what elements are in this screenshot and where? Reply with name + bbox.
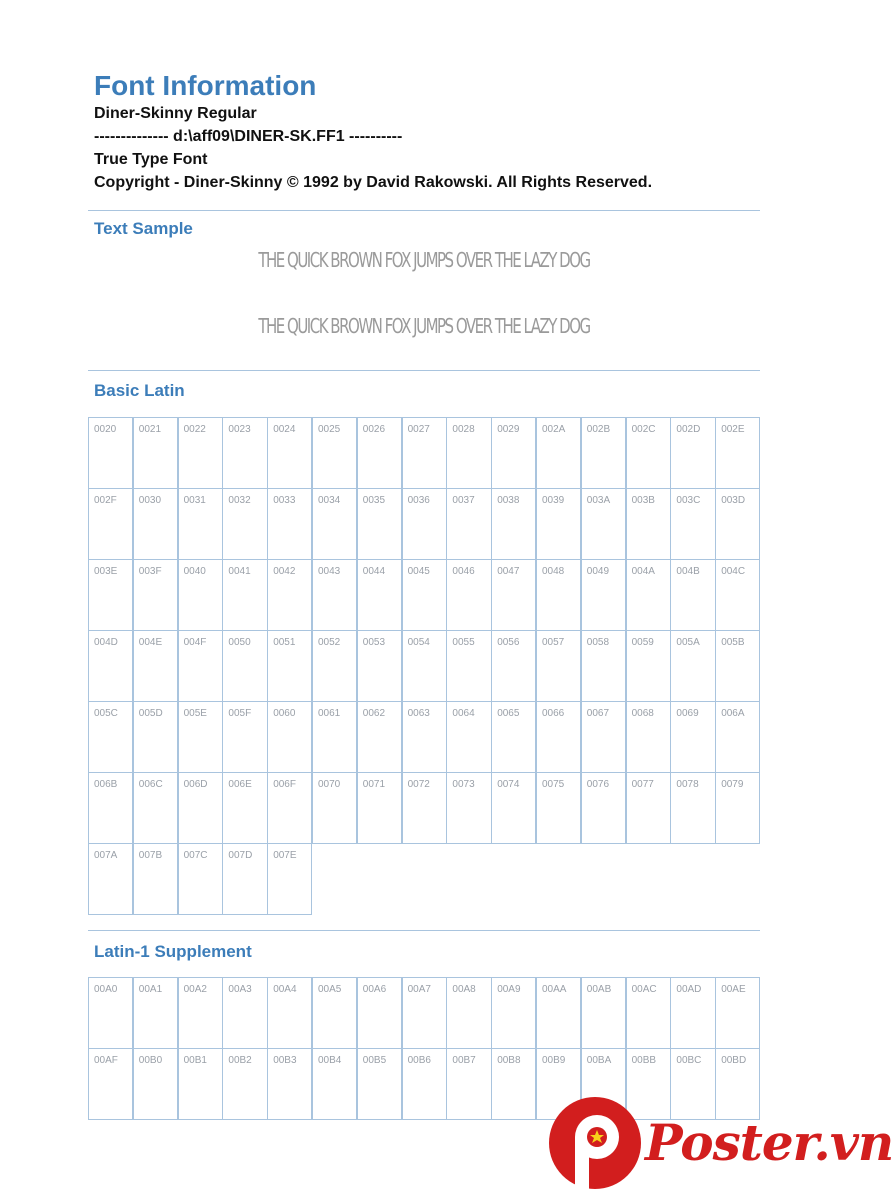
glyph-code: 0021 <box>138 424 162 435</box>
glyph-code: 0078 <box>676 779 699 790</box>
glyph-code: 00B0 <box>138 1055 163 1066</box>
glyph-code: 003A <box>586 495 611 506</box>
glyph-cell <box>178 977 223 1049</box>
glyph-code: 0022 <box>183 424 206 435</box>
glyph-code: 004D <box>94 637 118 648</box>
glyph-code: 0031 <box>183 495 206 506</box>
glyph-code: 002F <box>94 495 117 506</box>
glyph-code: 0070 <box>318 779 341 790</box>
glyph-code: 00B3 <box>273 1055 297 1066</box>
glyph-cell <box>446 417 491 489</box>
glyph-cell <box>446 630 491 702</box>
glyph-code: 0036 <box>407 495 430 506</box>
glyph-cell <box>446 701 491 773</box>
glyph-code: 005E <box>183 708 207 719</box>
glyph-cell <box>536 772 581 844</box>
glyph-cell <box>446 977 491 1049</box>
glyph-code: 00AC <box>631 984 657 995</box>
glyph-cell <box>88 772 133 844</box>
glyph-code: 0034 <box>318 495 341 506</box>
glyph-code: 002C <box>631 424 656 435</box>
glyph-cell <box>88 1048 133 1120</box>
glyph-code: 004C <box>721 566 746 577</box>
glyph-cell <box>581 772 626 844</box>
glyph-code: 00B9 <box>542 1055 566 1066</box>
glyph-cell <box>670 701 715 773</box>
glyph-cell <box>402 1048 447 1120</box>
glyph-code: 0054 <box>407 637 430 648</box>
glyph-code: 005C <box>94 708 118 719</box>
glyph-cell <box>670 488 715 560</box>
glyph-code: 006A <box>721 708 745 719</box>
glyph-code: 00A1 <box>138 984 163 995</box>
glyph-cell <box>88 843 133 915</box>
glyph-code: 0030 <box>138 495 162 506</box>
glyph-cell <box>357 488 402 560</box>
glyph-cell <box>446 559 491 631</box>
glyph-code: 00B4 <box>318 1055 342 1066</box>
glyph-code: 0026 <box>362 424 386 435</box>
glyph-cell <box>222 1048 267 1120</box>
glyph-cell <box>88 630 133 702</box>
glyph-cell <box>357 417 402 489</box>
glyph-cell <box>312 1048 357 1120</box>
glyph-code: 003C <box>676 495 701 506</box>
glyph-cell <box>491 417 536 489</box>
glyph-code: 00A7 <box>407 984 431 995</box>
glyph-cell <box>312 488 357 560</box>
glyph-cell <box>357 977 402 1049</box>
glyph-code: 0032 <box>228 495 251 506</box>
glyph-code: 0044 <box>362 566 386 577</box>
glyph-code: 0037 <box>452 495 475 506</box>
glyph-code: 00A2 <box>183 984 207 995</box>
glyph-cell <box>491 977 536 1049</box>
glyph-code: 0063 <box>407 708 430 719</box>
glyph-cell <box>626 488 671 560</box>
glyph-cell <box>133 772 178 844</box>
glyph-code: 005F <box>228 708 252 719</box>
glyph-cell <box>222 559 267 631</box>
glyph-cell <box>670 559 715 631</box>
poster-vn-watermark <box>545 1095 893 1195</box>
glyph-code: 0029 <box>497 424 520 435</box>
glyph-code: 00B7 <box>452 1055 476 1066</box>
glyph-cell <box>581 977 626 1049</box>
glyph-cell <box>581 488 626 560</box>
glyph-cell <box>88 977 133 1049</box>
glyph-code: 005D <box>138 708 163 719</box>
divider <box>88 210 760 211</box>
glyph-cell <box>581 701 626 773</box>
glyph-cell <box>312 977 357 1049</box>
text-sample-line-2: THE QUICK BROWN FOX JUMPS OVER THE LAZY DOG <box>258 313 590 339</box>
glyph-code: 00AF <box>94 1055 118 1066</box>
glyph-code: 0059 <box>631 637 654 648</box>
glyph-cell <box>267 772 312 844</box>
glyph-code: 0023 <box>228 424 251 435</box>
glyph-code: 0050 <box>228 637 251 648</box>
glyph-code: 0042 <box>273 566 296 577</box>
glyph-code: 00AA <box>542 984 567 995</box>
glyph-code: 0057 <box>542 637 565 648</box>
glyph-code: 0055 <box>452 637 475 648</box>
glyph-code: 007B <box>138 850 163 861</box>
glyph-code: 0025 <box>318 424 341 435</box>
glyph-cell <box>222 417 267 489</box>
glyph-code: 002A <box>542 424 566 435</box>
glyph-cell <box>715 977 760 1049</box>
glyph-cell <box>133 630 178 702</box>
glyph-code: 0079 <box>721 779 744 790</box>
glyph-code: 0027 <box>407 424 430 435</box>
glyph-cell <box>267 843 312 915</box>
glyph-code: 0068 <box>631 708 654 719</box>
glyph-cell <box>715 772 760 844</box>
glyph-cell <box>222 488 267 560</box>
glyph-code: 0033 <box>273 495 296 506</box>
glyph-code: 007D <box>228 850 253 861</box>
glyph-code: 0058 <box>586 637 610 648</box>
glyph-cell <box>402 417 447 489</box>
glyph-code: 004E <box>138 637 163 648</box>
glyph-code: 002D <box>676 424 701 435</box>
glyph-cell <box>267 488 312 560</box>
glyph-code: 0038 <box>497 495 520 506</box>
glyph-cell <box>626 417 671 489</box>
glyph-cell <box>178 772 223 844</box>
glyph-code: 0060 <box>273 708 296 719</box>
glyph-cell <box>446 772 491 844</box>
glyph-cell <box>267 701 312 773</box>
glyph-cell <box>133 701 178 773</box>
glyph-cell <box>312 630 357 702</box>
glyph-cell <box>133 977 178 1049</box>
glyph-cell <box>222 772 267 844</box>
glyph-cell <box>402 701 447 773</box>
glyph-cell <box>222 977 267 1049</box>
glyph-cell <box>222 701 267 773</box>
latin1-supplement-heading: Latin-1 Supplement <box>94 942 252 961</box>
glyph-code: 0073 <box>452 779 475 790</box>
glyph-code: 006F <box>273 779 296 790</box>
glyph-code: 0062 <box>362 708 386 719</box>
glyph-code: 0074 <box>497 779 520 790</box>
glyph-code: 006C <box>138 779 163 790</box>
glyph-cell <box>536 559 581 631</box>
glyph-code: 00A6 <box>362 984 387 995</box>
glyph-cell <box>670 977 715 1049</box>
glyph-code: 00BB <box>631 1055 657 1066</box>
glyph-cell <box>222 630 267 702</box>
glyph-code: 005A <box>676 637 700 648</box>
glyph-cell <box>626 559 671 631</box>
glyph-cell <box>670 417 715 489</box>
glyph-cell <box>536 701 581 773</box>
font-name: Diner-Skinny Regular <box>94 105 257 122</box>
glyph-code: 00BC <box>676 1055 702 1066</box>
glyph-cell <box>133 417 178 489</box>
glyph-cell <box>402 630 447 702</box>
glyph-code: 003D <box>721 495 746 506</box>
font-type: True Type Font <box>94 151 208 168</box>
glyph-code: 00A0 <box>94 984 118 995</box>
glyph-cell <box>357 630 402 702</box>
glyph-code: 0039 <box>542 495 565 506</box>
glyph-code: 0040 <box>183 566 206 577</box>
file-path: -------------- d:\aff09\DINER-SK.FF1 ---------- <box>94 128 403 145</box>
glyph-cell <box>312 701 357 773</box>
glyph-code: 0049 <box>586 566 610 577</box>
glyph-code: 004B <box>676 566 700 577</box>
glyph-cell <box>88 559 133 631</box>
glyph-cell <box>670 772 715 844</box>
glyph-cell <box>536 417 581 489</box>
glyph-cell <box>402 488 447 560</box>
glyph-cell <box>581 559 626 631</box>
glyph-code: 00AE <box>721 984 746 995</box>
glyph-cell <box>491 630 536 702</box>
glyph-code: 0071 <box>362 779 386 790</box>
glyph-code: 0045 <box>407 566 430 577</box>
divider <box>88 930 760 931</box>
glyph-code: 0043 <box>318 566 341 577</box>
glyph-cell <box>357 772 402 844</box>
glyph-code: 0056 <box>497 637 520 648</box>
glyph-code: 007C <box>183 850 208 861</box>
glyph-cell <box>88 488 133 560</box>
glyph-code: 00BA <box>586 1055 612 1066</box>
glyph-code: 0046 <box>452 566 475 577</box>
glyph-cell <box>178 559 223 631</box>
glyph-code: 004A <box>631 566 655 577</box>
glyph-cell <box>446 488 491 560</box>
glyph-code: 0072 <box>407 779 430 790</box>
glyph-code: 003B <box>631 495 655 506</box>
glyph-code: 005B <box>721 637 745 648</box>
glyph-code: 0064 <box>452 708 475 719</box>
glyph-code: 00B1 <box>183 1055 207 1066</box>
glyph-code: 0020 <box>94 424 117 435</box>
glyph-code: 00B8 <box>497 1055 521 1066</box>
glyph-cell <box>491 488 536 560</box>
glyph-cell <box>178 488 223 560</box>
glyph-code: 002E <box>721 424 745 435</box>
copyright: Copyright - Diner-Skinny © 1992 by David Rakowski. All Rights Reserved. <box>94 174 653 191</box>
glyph-code: 0024 <box>273 424 296 435</box>
glyph-cell <box>626 977 671 1049</box>
glyph-code: 002B <box>586 424 611 435</box>
glyph-code: 0028 <box>452 424 475 435</box>
poster-brand-text: Poster.vn <box>645 1113 893 1172</box>
glyph-code: 00B6 <box>407 1055 431 1066</box>
glyph-cell <box>357 559 402 631</box>
glyph-cell <box>133 1048 178 1120</box>
text-sample-heading: Text Sample <box>94 219 193 238</box>
glyph-code: 0053 <box>362 637 386 648</box>
glyph-cell <box>715 417 760 489</box>
glyph-cell <box>133 843 178 915</box>
glyph-code: 007E <box>273 850 297 861</box>
glyph-cell <box>178 843 223 915</box>
glyph-cell <box>178 417 223 489</box>
glyph-cell <box>357 701 402 773</box>
glyph-cell <box>267 417 312 489</box>
glyph-code: 0067 <box>586 708 610 719</box>
glyph-code: 0076 <box>586 779 610 790</box>
glyph-code: 006E <box>228 779 252 790</box>
glyph-cell <box>178 630 223 702</box>
glyph-code: 003E <box>94 566 118 577</box>
glyph-cell <box>536 488 581 560</box>
glyph-cell <box>446 1048 491 1120</box>
glyph-cell <box>536 630 581 702</box>
divider <box>88 370 760 371</box>
glyph-code: 0069 <box>676 708 699 719</box>
glyph-cell <box>715 559 760 631</box>
glyph-code: 00AB <box>586 984 612 995</box>
glyph-code: 00A9 <box>497 984 521 995</box>
glyph-cell <box>581 417 626 489</box>
glyph-cell <box>491 559 536 631</box>
glyph-cell <box>312 559 357 631</box>
glyph-code: 00B5 <box>362 1055 387 1066</box>
glyph-code: 0061 <box>318 708 341 719</box>
glyph-cell <box>715 488 760 560</box>
glyph-code: 0077 <box>631 779 654 790</box>
basic-latin-heading: Basic Latin <box>94 381 185 400</box>
glyph-cell <box>133 559 178 631</box>
glyph-code: 00A4 <box>273 984 297 995</box>
glyph-code: 006B <box>94 779 118 790</box>
glyph-code: 00A8 <box>452 984 476 995</box>
glyph-code: 0035 <box>362 495 386 506</box>
glyph-cell <box>178 701 223 773</box>
glyph-cell <box>267 630 312 702</box>
glyph-cell <box>312 417 357 489</box>
glyph-code: 007A <box>94 850 118 861</box>
glyph-cell <box>133 488 178 560</box>
glyph-cell <box>357 1048 402 1120</box>
glyph-cell <box>267 977 312 1049</box>
glyph-cell <box>581 630 626 702</box>
glyph-cell <box>178 1048 223 1120</box>
glyph-cell <box>715 701 760 773</box>
glyph-cell <box>491 772 536 844</box>
glyph-code: 00BD <box>721 1055 747 1066</box>
glyph-cell <box>491 701 536 773</box>
glyph-code: 00B2 <box>228 1055 252 1066</box>
glyph-cell <box>626 701 671 773</box>
glyph-code: 0048 <box>542 566 565 577</box>
glyph-code: 0047 <box>497 566 520 577</box>
poster-logo-icon <box>545 1095 645 1195</box>
glyph-code: 00A5 <box>318 984 342 995</box>
glyph-code: 00AD <box>676 984 702 995</box>
glyph-cell <box>222 843 267 915</box>
glyph-cell <box>402 772 447 844</box>
glyph-code: 003F <box>138 566 162 577</box>
glyph-code: 004F <box>183 637 207 648</box>
glyph-cell <box>715 630 760 702</box>
glyph-cell <box>626 630 671 702</box>
glyph-code: 0052 <box>318 637 341 648</box>
glyph-cell <box>88 701 133 773</box>
glyph-code: 0065 <box>497 708 520 719</box>
glyph-cell <box>670 630 715 702</box>
glyph-cell <box>626 772 671 844</box>
glyph-cell <box>88 417 133 489</box>
glyph-cell <box>402 559 447 631</box>
glyph-code: 0075 <box>542 779 565 790</box>
glyph-cell <box>536 977 581 1049</box>
glyph-cell <box>402 977 447 1049</box>
text-sample-line-1: THE QUICK BROWN FOX JUMPS OVER THE LAZY DOG <box>258 247 590 273</box>
glyph-code: 0066 <box>542 708 565 719</box>
glyph-cell <box>267 559 312 631</box>
glyph-cell <box>312 772 357 844</box>
glyph-cell <box>491 1048 536 1120</box>
glyph-code: 0051 <box>273 637 296 648</box>
glyph-code: 006D <box>183 779 208 790</box>
page-title: Font Information <box>94 70 317 101</box>
glyph-code: 00A3 <box>228 984 252 995</box>
glyph-cell <box>267 1048 312 1120</box>
glyph-code: 0041 <box>228 566 251 577</box>
